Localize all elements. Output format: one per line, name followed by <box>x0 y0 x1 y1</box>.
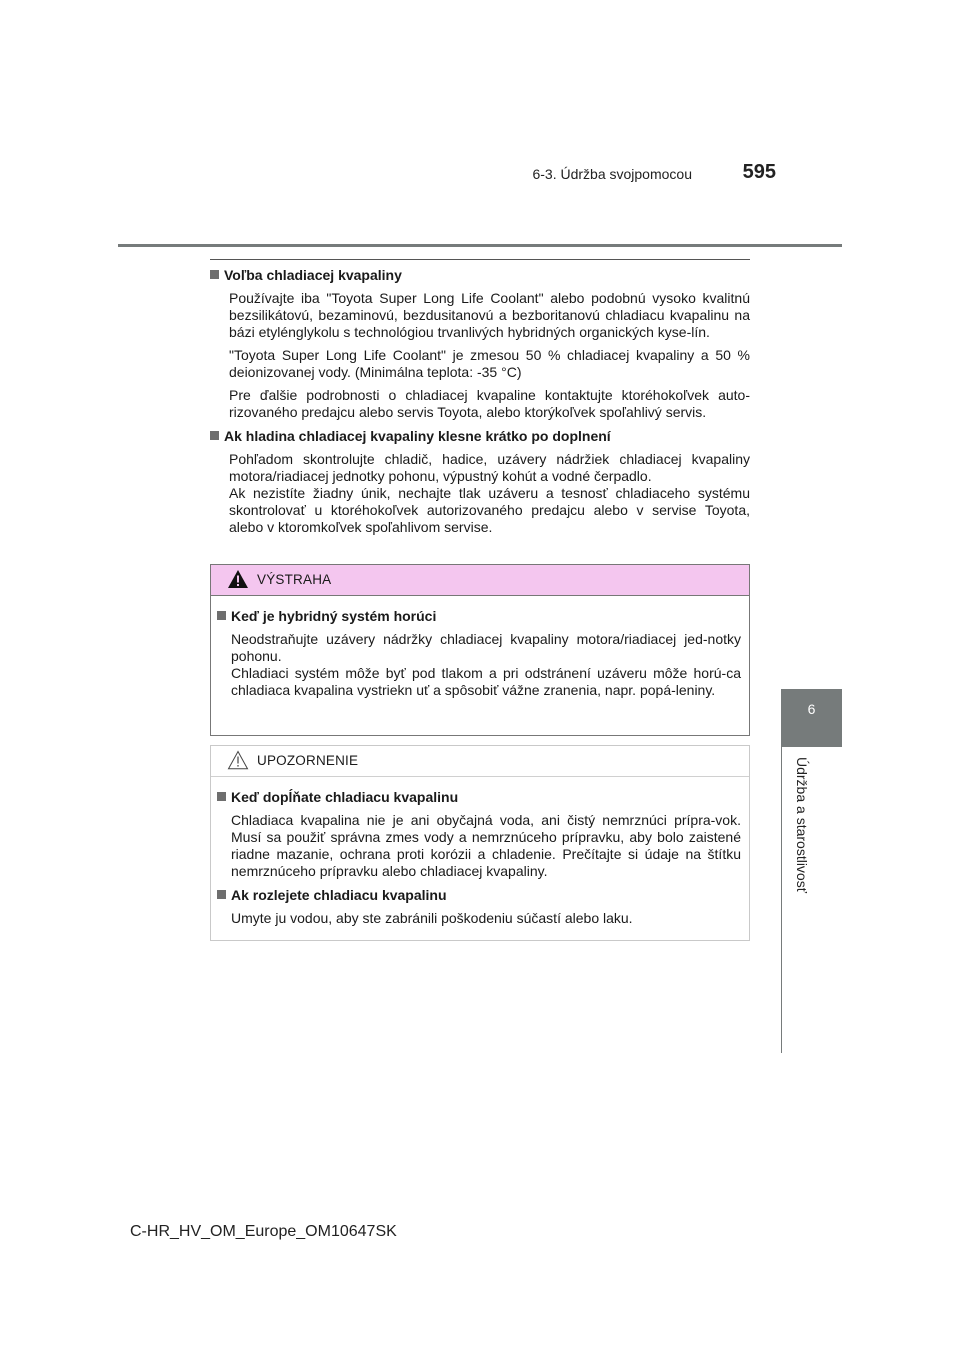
paragraph: Používajte iba "Toyota Super Long Life Coolant" alebo podobnú vysoko kvalitnú bezsilikátovú, bezaminovú, bezdusitanovú a bezboritanovú chladiacu kvapalinu na bázi etylénglykolu s technológiou trvanlivých hybridných organických kyse-lín. <box>229 290 750 340</box>
caution-item-title <box>217 886 741 905</box>
section-title <box>210 427 750 446</box>
caution-box-header <box>211 746 749 777</box>
caution-item-title-text: Keď dopĺňate chladiacu kvapalinu <box>231 789 459 805</box>
caution-item-title <box>217 788 741 807</box>
square-bullet-icon <box>217 611 226 620</box>
header-rule <box>118 244 842 247</box>
paragraph: Ak nezistíte žiadny únik, nechajte tlak uzáveru a tesnosť chladiaceho systému skontrolovať u ktoréhokoľvek autorizovaného predajcu alebo v servise Toyota, alebo v ktoromkoľvek spoľahlivom servise. <box>229 485 750 535</box>
chapter-title: Údržba a starostlivosť <box>794 757 810 893</box>
warning-triangle-filled-icon <box>227 569 249 589</box>
warning-box-body <box>211 596 749 699</box>
warning-triangle-outline-icon <box>227 750 249 770</box>
square-bullet-icon <box>210 270 219 279</box>
top-rule <box>210 259 750 260</box>
section-title-text: Ak hladina chladiacej kvapaliny klesne krátko po doplnení <box>224 428 611 444</box>
section-coolant-choice <box>210 266 750 421</box>
section-coolant-level <box>210 427 750 536</box>
caution-box-title: UPOZORNENIE <box>257 753 359 768</box>
warning-item-title-text: Keď je hybridný systém horúci <box>231 608 437 624</box>
square-bullet-icon <box>210 431 219 440</box>
paragraph: Neodstraňujte uzávery nádržky chladiacej kvapaliny motora/riadiacej jed-notky pohonu. <box>231 631 741 664</box>
page-number: 595 <box>742 161 776 183</box>
footer-document-code: C-HR_HV_OM_Europe_OM10647SK <box>130 1223 397 1240</box>
square-bullet-icon <box>217 890 226 899</box>
warning-box-header <box>211 565 749 596</box>
header-section-title: 6-3. Údržba svojpomocou <box>532 166 692 182</box>
chapter-number: 6 <box>807 701 816 717</box>
chapter-tab <box>781 689 842 747</box>
chapter-sidebar <box>781 747 842 1053</box>
paragraph: Chladiaca kvapalina nie je ani obyčajná voda, ani čistý nemrznúci prípra-vok. Musí sa použiť správna zmes vody a nemrznúceho prípravku, aby bolo zaistené riadne mazanie, ochrana proti korózii a chladenie. Prečítajte si údaje na štítku nemrznúceho prípravku alebo chladiacej kvapaliny. <box>231 812 741 879</box>
warning-box-title: VÝSTRAHA <box>257 572 332 587</box>
paragraph: Chladiaci systém môže byť pod tlakom a pri odstránení uzáveru môže horú-ca chladiaca kvapalina vystriekn uť a spôsobiť vážne zranenia, napr. popá-leniny. <box>231 665 741 698</box>
warning-box <box>210 564 750 736</box>
caution-box-body <box>211 777 749 927</box>
caution-box <box>210 745 750 941</box>
paragraph: Pohľadom skontrolujte chladič, hadice, uzávery nádržiek chladiacej kvapaliny motora/riadiacej jednotky pohonu, výpustný kohút a vodné čerpadlo. <box>229 451 750 484</box>
caution-item-title-text: Ak rozlejete chladiacu kvapalinu <box>231 887 447 903</box>
main-content <box>210 266 750 542</box>
paragraph: Pre ďalšie podrobnosti o chladiacej kvapaline kontaktujte ktoréhokoľvek auto-rizovaného predajcu alebo servis Toyota, alebo ktorýkoľvek spoľahlivý servis. <box>229 387 750 420</box>
paragraph: Umyte ju vodou, aby ste zabránili poškodeniu súčastí alebo laku. <box>231 910 633 926</box>
warning-item-title <box>217 607 741 626</box>
paragraph: "Toyota Super Long Life Coolant" je zmesou 50 % chladiacej kvapaliny a 50 % deionizovanej vody. (Minimálna teplota: -35 °C) <box>229 347 750 380</box>
section-title <box>210 266 750 285</box>
section-title-text: Voľba chladiacej kvapaliny <box>224 267 402 283</box>
square-bullet-icon <box>217 792 226 801</box>
